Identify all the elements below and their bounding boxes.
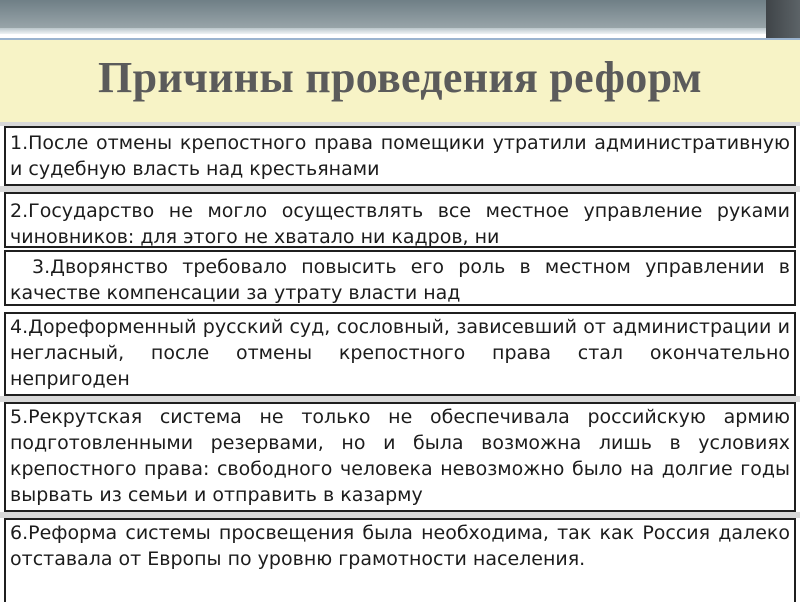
slide-title: Причины проведения реформ [98,53,702,102]
reason-item-6: 6.Реформа системы просвещения была необходима, так как Россия далеко отставала от Европы по уровню грамотности населения. [4,518,796,602]
top-decor-shadow [0,28,800,34]
reason-item-1: 1.После отмены крепостного права помещики утратили административную и судебную власть над крестьянами [4,126,796,186]
top-decor-band [0,0,800,28]
reason-item-3: 3.Дворянство требовало повысить его роль в местном управлении в качестве компенсации за утрату власти над [4,250,796,306]
reason-item-2: 2.Государство не могло осуществлять все местное управление руками чиновников: для этого не хватало ни кадров, ни [4,192,796,248]
reason-item-5: 5.Рекрутская система не только не обеспечивала российскую армию подготовленными резервами, но и была возможна лишь в условиях крепостного права: свободного человека невозможно было на долгие годы вырвать из семьи и отправить в казарму [4,402,796,512]
reasons-list [0,126,800,602]
reason-item-4: 4.Дореформенный русский суд, сословный, зависевший от администрации и негласный, после отмены крепостного права стал окончательно непригоден [4,312,796,396]
